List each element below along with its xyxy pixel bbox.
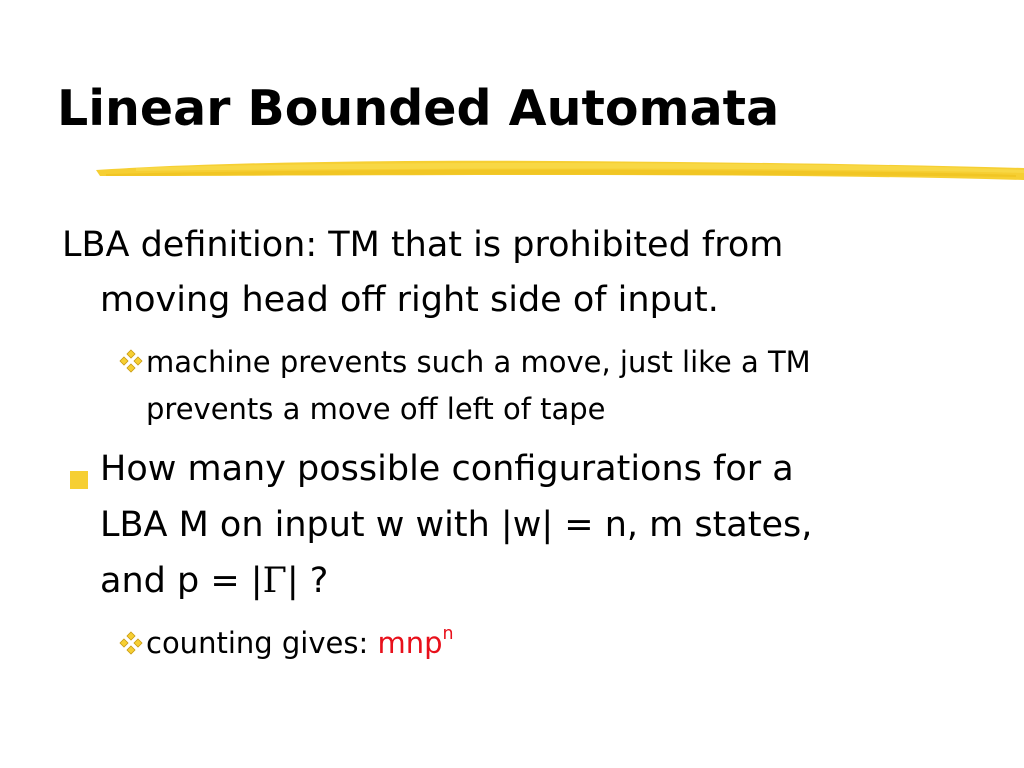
bullet-3-line-1: How many possible configurations for a [100, 449, 794, 489]
bullet-1-line-1: LBA definition: TM that is prohibited from [62, 225, 784, 265]
bullet-4-text: counting gives: [146, 626, 378, 660]
formula-mnp [377, 626, 453, 660]
bullet-3-line-2: LBA M on input w with |w| = n, m states, [100, 505, 813, 545]
bullet-3-line-3-end: | ? [286, 561, 329, 601]
diamond-icon [117, 629, 145, 657]
formula-exponent: n [442, 624, 454, 645]
square-bullet-icon [70, 471, 88, 489]
diamond-icon [117, 347, 145, 375]
bullet-3-line-3-text: and p = | [100, 561, 263, 601]
bullet-1-line-2: moving head off right side of input. [100, 280, 719, 320]
title-underline-brush [96, 148, 1024, 188]
formula-base: mnp [377, 626, 443, 660]
gamma-symbol: Γ [262, 561, 287, 601]
bullet-3-line-3 [100, 554, 328, 609]
bullet-2-line-2: prevents a move off left of tape [146, 392, 606, 426]
bullet-4-line-1 [146, 620, 454, 667]
bullet-2-line-1: machine prevents such a move, just like a TM [146, 345, 811, 379]
slide-title: Linear Bounded Automata [57, 80, 780, 137]
